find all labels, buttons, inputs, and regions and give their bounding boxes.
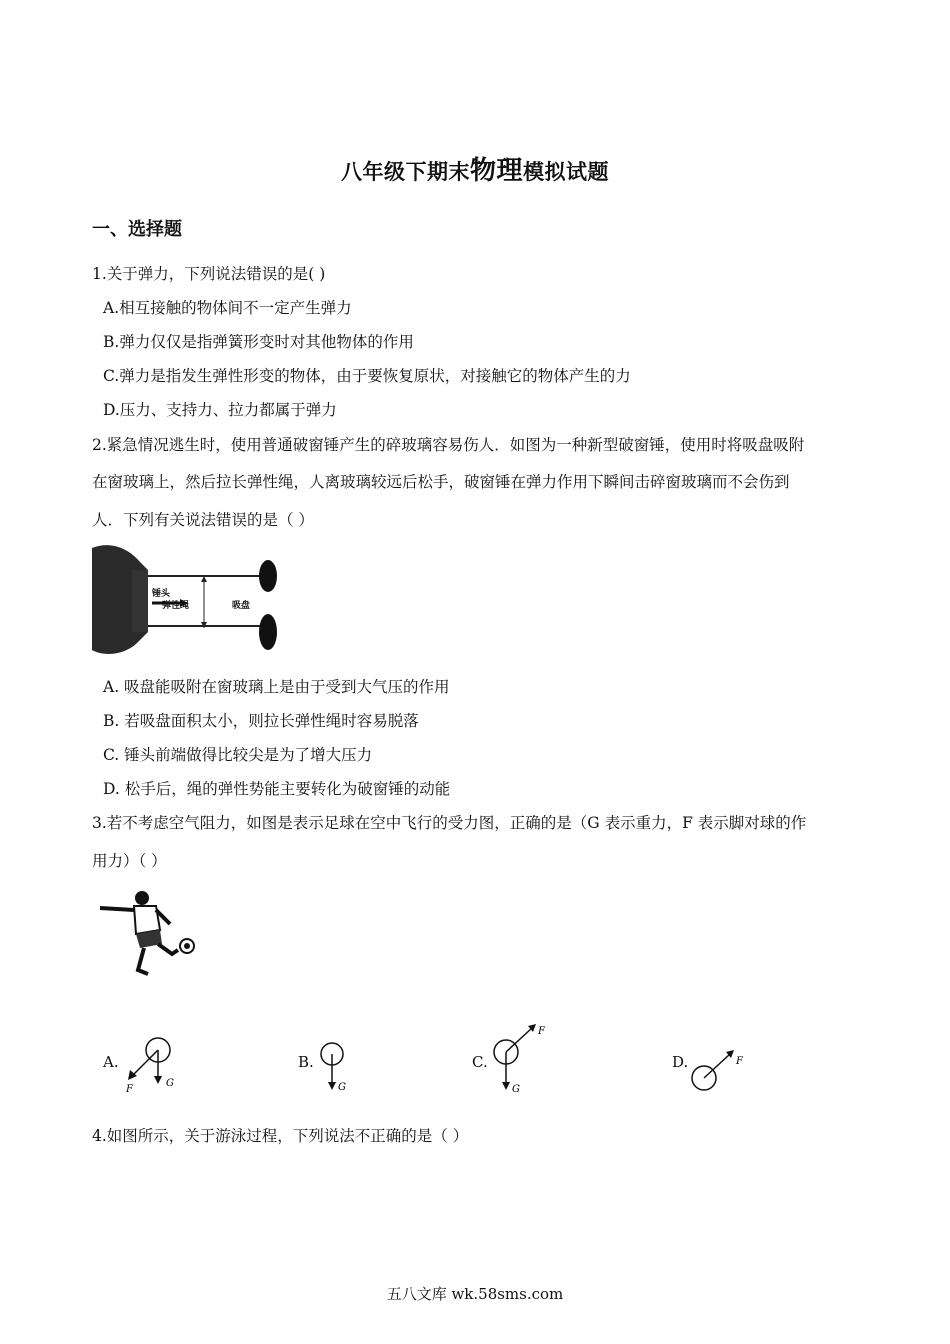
q3-option-d-label: D.	[672, 1053, 689, 1071]
svg-text:G: G	[166, 1078, 174, 1089]
q2-stem-line3: 人．下列有关说法错误的是（ ）	[92, 511, 314, 529]
svg-text:G: G	[512, 1084, 520, 1095]
q1-option-a: A.相互接触的物体间不一定产生弹力	[103, 299, 352, 317]
label-hammer-head: 锤头	[152, 589, 171, 599]
gravity-arrow	[328, 1082, 336, 1090]
gravity-arrow	[502, 1082, 510, 1090]
svg-text:F: F	[126, 1084, 133, 1095]
q1-option-b: B.弹力仅仅是指弹簧形变时对其他物体的作用	[103, 333, 414, 351]
q2-option-b: B. 若吸盘面积太小，则拉长弹性绳时容易脱落	[103, 712, 419, 730]
svg-text:G: G	[338, 1082, 346, 1093]
q3-option-b-diagram	[312, 1030, 362, 1100]
soccer-player-figure	[98, 888, 202, 980]
label-elastic-rope: 弹性绳	[162, 601, 190, 611]
label-suction-cup: 吸盘	[232, 601, 251, 611]
q3-option-c-label: C.	[472, 1053, 488, 1071]
footer-watermark: 五八文库 wk.58sms.com	[386, 1285, 564, 1303]
q3-option-a-label: A.	[103, 1053, 119, 1071]
q2-stem-line1: 2.紧急情况逃生时，使用普通破窗锤产生的碎玻璃容易伤人．如图为一种新型破窗锤，使用时将吸盘吸附	[92, 436, 805, 454]
page-title: 八年级下期末物理模拟试题	[340, 156, 609, 186]
q3-option-a-diagram	[118, 1030, 188, 1100]
svg-text:F: F	[538, 1026, 545, 1037]
q3-option-c-diagram	[488, 1018, 558, 1098]
q3-stem-line2: 用力）（ ）	[92, 852, 167, 870]
q1-option-d: D.压力、支持力、拉力都属于弹力	[103, 401, 337, 419]
q1-option-c: C.弹力是指发生弹性形变的物体，由于要恢复原状，对接触它的物体产生的力	[103, 367, 631, 385]
lower-suction-cup	[259, 614, 277, 650]
player-head	[135, 891, 149, 905]
q2-option-c: C. 锤头前端做得比较尖是为了增大压力	[103, 746, 373, 764]
q1-stem: 1.关于弹力，下列说法错误的是( )	[92, 265, 326, 283]
q3-option-d-diagram	[686, 1042, 756, 1098]
upper-suction-cup	[259, 560, 277, 592]
q3-option-b-label: B.	[298, 1053, 314, 1071]
window-hammer-figure	[92, 540, 292, 658]
q2-option-d: D. 松手后，绳的弹性势能主要转化为破窗锤的动能	[103, 780, 451, 798]
gravity-arrow	[154, 1076, 162, 1084]
svg-text:F: F	[736, 1056, 743, 1067]
section-heading: 一、选择题	[92, 219, 182, 240]
q4-stem: 4.如图所示，关于游泳过程，下列说法不正确的是（ ）	[92, 1127, 469, 1145]
q2-option-a: A. 吸盘能吸附在窗玻璃上是由于受到大气压的作用	[103, 678, 450, 696]
q3-stem-line1: 3.若不考虑空气阻力，如图是表示足球在空中飞行的受力图，正确的是（G 表示重力，F 表示脚对球的作	[92, 814, 807, 832]
q2-stem-line2: 在窗玻璃上，然后拉长弹性绳，人离玻璃较远后松手，破窗锤在弹力作用下瞬间击碎窗玻璃而不会伤到	[92, 473, 790, 491]
